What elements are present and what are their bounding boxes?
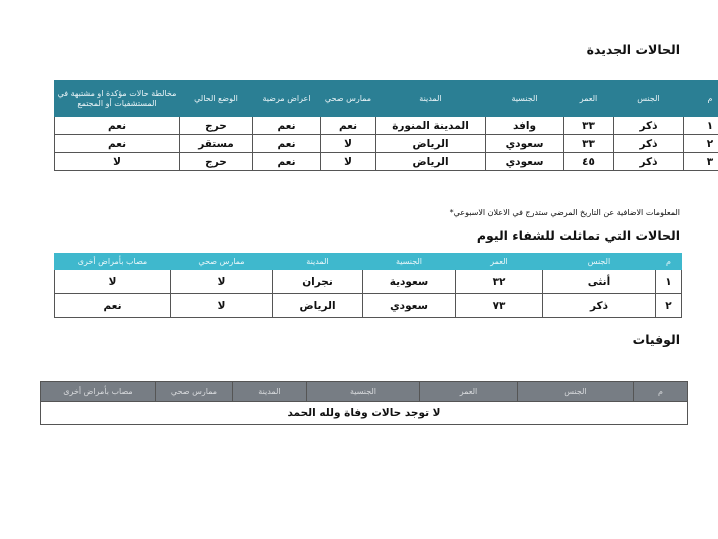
cell-gender: ذكر (543, 294, 656, 318)
header-gender: الجنس (614, 81, 684, 117)
header-age: العمر (420, 382, 518, 402)
new-cases-title: الحالات الجديدة (586, 42, 680, 57)
header-health-worker: ممارس صحي (171, 254, 273, 270)
header-age: العمر (564, 81, 614, 117)
table-row (55, 135, 718, 153)
table-header-row (41, 382, 688, 402)
cell-gender: ذكر (614, 117, 684, 135)
cell-nationality: سعودي (486, 135, 564, 153)
cell-health-worker: لا (171, 294, 273, 318)
header-age: العمر (456, 254, 543, 270)
cell-city: الرياض (376, 153, 486, 171)
header-city: المدينة (273, 254, 363, 270)
header-nationality: الجنسية (363, 254, 456, 270)
cell-current-status: حرج (180, 153, 253, 171)
cell-contact: لا (55, 153, 180, 171)
cell-symptoms: نعم (253, 135, 321, 153)
cell-nationality: سعودية (363, 270, 456, 294)
deaths-title: الوفيات (632, 332, 680, 347)
cell-health-worker: لا (321, 135, 376, 153)
cell-nationality: وافد (486, 117, 564, 135)
cell-contact: نعم (55, 117, 180, 135)
header-other-diseases: مصاب بأمراض أخرى (41, 382, 156, 402)
cell-city: المدينة المنورة (376, 117, 486, 135)
table-header-row (55, 254, 682, 270)
cell-city: الرياض (273, 294, 363, 318)
header-index: م (684, 81, 718, 117)
cell-age: ٣٣ (564, 117, 614, 135)
recovered-table (54, 253, 682, 318)
header-gender: الجنس (543, 254, 656, 270)
cell-city: الرياض (376, 135, 486, 153)
header-other-diseases: مصاب بأمراض أخرى (55, 254, 171, 270)
header-symptoms: اعراض مرضية (253, 81, 321, 117)
cell-current-status: مستقر (180, 135, 253, 153)
cell-symptoms: نعم (253, 117, 321, 135)
cell-age: ٣٣ (564, 135, 614, 153)
table-row (55, 294, 682, 318)
table-row (41, 402, 688, 425)
table-header-row (55, 81, 718, 117)
cell-symptoms: نعم (253, 153, 321, 171)
cell-age: ٣٢ (456, 270, 543, 294)
header-city: المدينة (376, 81, 486, 117)
cell-health-worker: نعم (321, 117, 376, 135)
new-cases-table (54, 80, 718, 171)
cell-index: ٣ (684, 153, 718, 171)
no-deaths-message: لا توجد حالات وفاة ولله الحمد (41, 402, 688, 425)
cell-city: نجران (273, 270, 363, 294)
header-contact: مخالطة حالات مؤكدة او مشتبهة في المستشفيات أو المجتمع (55, 81, 180, 117)
cell-age: ٧٣ (456, 294, 543, 318)
footnote: المعلومات الاضافية عن التاريخ المرضي ستدرج في الاعلان الاسبوعي* (449, 208, 680, 217)
cell-index: ٢ (684, 135, 718, 153)
cell-gender: أنثى (543, 270, 656, 294)
cell-contact: نعم (55, 135, 180, 153)
header-gender: الجنس (518, 382, 634, 402)
header-index: م (634, 382, 688, 402)
header-health-worker: ممارس صحي (156, 382, 233, 402)
header-nationality: الجنسية (307, 382, 420, 402)
cell-nationality: سعودي (363, 294, 456, 318)
cell-health-worker: لا (321, 153, 376, 171)
cell-gender: ذكر (614, 153, 684, 171)
cell-other-diseases: نعم (55, 294, 171, 318)
header-index: م (656, 254, 682, 270)
cell-nationality: سعودي (486, 153, 564, 171)
table-row (55, 153, 718, 171)
recovered-title: الحالات التي تماثلت للشفاء اليوم (476, 228, 680, 243)
cell-index: ١ (684, 117, 718, 135)
cell-other-diseases: لا (55, 270, 171, 294)
cell-current-status: حرج (180, 117, 253, 135)
header-city: المدينة (233, 382, 307, 402)
header-current-status: الوضع الحالي (180, 81, 253, 117)
cell-gender: ذكر (614, 135, 684, 153)
cell-index: ١ (656, 270, 682, 294)
table-row (55, 117, 718, 135)
header-nationality: الجنسية (486, 81, 564, 117)
cell-health-worker: لا (171, 270, 273, 294)
deaths-table (40, 381, 688, 425)
table-row (55, 270, 682, 294)
header-health-worker: ممارس صحي (321, 81, 376, 117)
cell-index: ٢ (656, 294, 682, 318)
cell-age: ٤٥ (564, 153, 614, 171)
